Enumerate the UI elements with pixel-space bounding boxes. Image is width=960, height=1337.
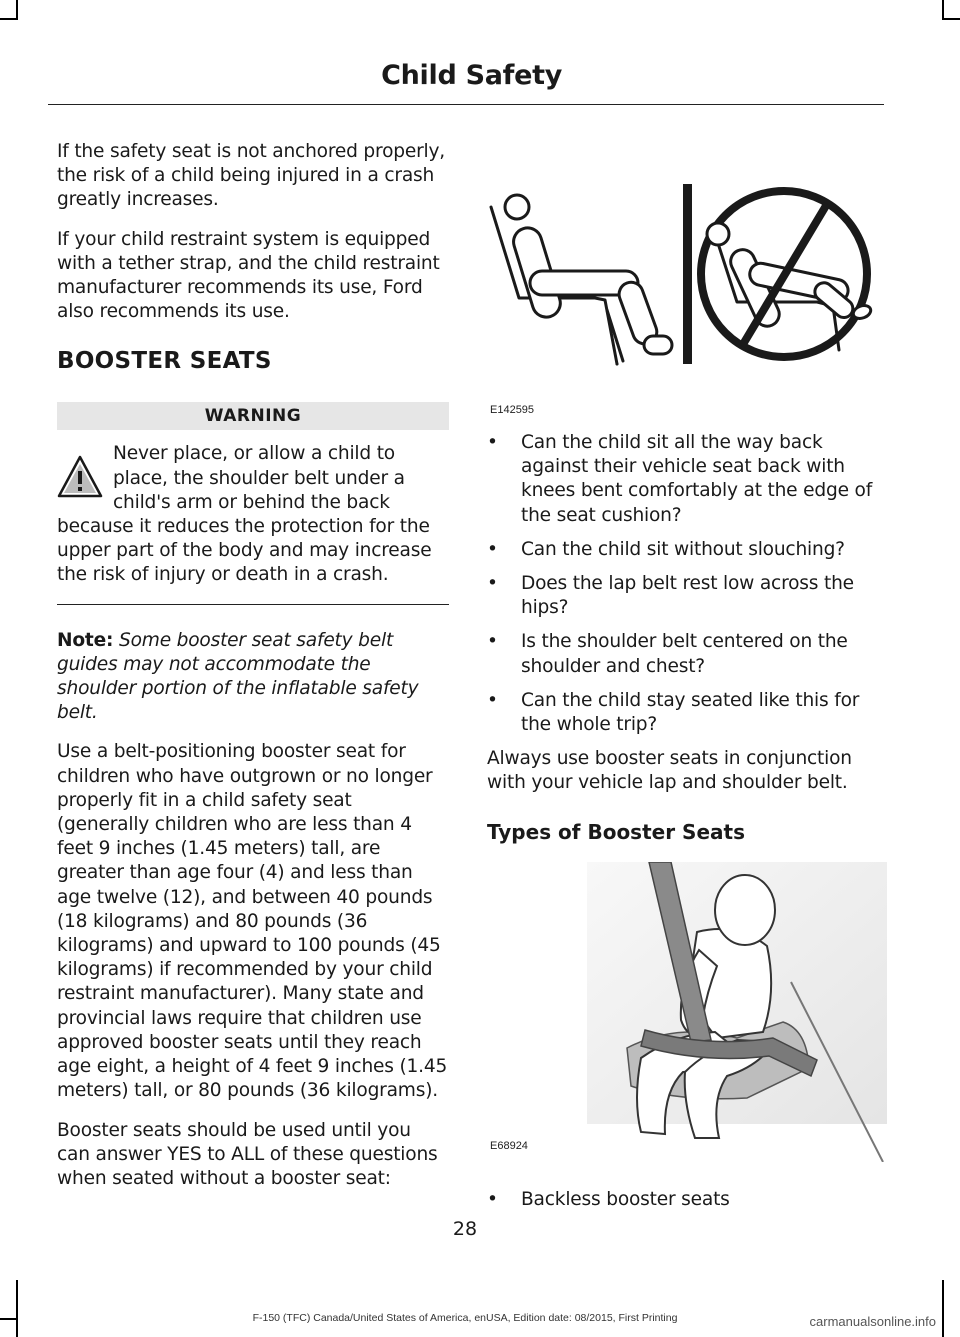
question-text: Is the shoulder belt centered on the shoulder and chest? (521, 631, 848, 677)
bullet-glyph: • (487, 573, 498, 595)
crop-mark (0, 18, 18, 20)
section-heading: BOOSTER SEATS (57, 348, 272, 375)
list-item (487, 1188, 883, 1212)
crop-mark (942, 0, 944, 20)
list-item (487, 630, 883, 678)
subheading: Types of Booster Seats (487, 819, 745, 844)
list-item (487, 538, 883, 562)
left-column (57, 140, 449, 1206)
crop-mark (16, 0, 18, 20)
page-number: 28 (452, 1218, 478, 1240)
seat-posture-figure (487, 140, 883, 422)
booster-type-text: Backless booster seats (521, 1188, 730, 1210)
bullet-glyph: • (487, 538, 498, 560)
question-list (487, 431, 883, 737)
warning-text: Never place, or allow a child to place, the shoulder belt under a child's arm or behind the back because it reduces the protection for the upper part of the body and may increase the risk of injury or death in a crash. (57, 443, 432, 586)
page-title: Child Safety (381, 60, 562, 91)
warning-box (57, 402, 449, 604)
right-column (487, 140, 883, 1222)
list-item (487, 572, 883, 620)
backless-booster-illustration (587, 862, 887, 1162)
paragraph: If the safety seat is not anchored properly, the risk of a child being injured in a crash greatly increases. (57, 141, 446, 211)
bullet-glyph: • (487, 631, 498, 653)
crop-mark (16, 1280, 18, 1337)
note (57, 629, 449, 726)
booster-seat-figure (487, 844, 883, 1174)
question-text: Can the child sit all the way back against their vehicle seat back with knees bent comfortably at the edge of the seat cushion? (521, 432, 873, 526)
edition-footer: F-150 (TFC) Canada/United States of America, enUSA, Edition date: 08/2015, First Printing (252, 1312, 678, 1324)
crop-mark (942, 1280, 944, 1337)
warning-triangle-icon (57, 454, 103, 500)
figure-code: E68924 (490, 1139, 528, 1152)
figure-code: E142595 (490, 404, 535, 416)
warning-divider (57, 604, 449, 605)
list-item (487, 431, 883, 528)
list-item (487, 689, 883, 737)
note-text: Some booster seat safety belt guides may not accommodate the shoulder portion of the inflatable safety belt. (57, 629, 419, 724)
question-text: Can the child stay seated like this for the whole trip? (521, 689, 860, 736)
question-text: Can the child sit without slouching? (521, 538, 845, 560)
bullet-glyph: • (487, 432, 498, 453)
paragraph: If your child restraint system is equipped with a tether strap, and the child restraint manufacturer recommends its use, Ford also recommends its use. (57, 228, 440, 323)
question-text: Does the lap belt rest low across the hips? (521, 573, 854, 619)
paragraph: Booster seats should be used until you can answer YES to ALL of these questions when seated without a booster seat: (57, 1119, 438, 1189)
bullet-glyph: • (487, 689, 498, 711)
note-label: Note: (57, 629, 114, 651)
warning-body (57, 442, 449, 587)
header-divider (48, 104, 884, 105)
paragraph: Use a belt-positioning booster seat for children who have outgrown or no longer properly fit in a child safety seat (generally children who are less than 4 feet 9 inches (1.45 meters) tall, are greater than age four (4) and less than age twelve (12), and between 40 pounds (18 kilograms) and 80 pounds (36 kilograms) and upward to 100 pounds (45 kilograms) if recommended by your child restraint manufacturer). Many state and provincial laws require that children use approved booster seats until they reach age eight, a height of 4 feet 9 inches (1.45 meters) tall, or 80 pounds (36 kilograms). (57, 741, 448, 1102)
seat-posture-illustration (487, 174, 883, 414)
warning-label: WARNING (57, 402, 449, 430)
watermark: carmanualsonline.info (809, 1314, 936, 1329)
paragraph: Always use booster seats in conjunction with your vehicle lap and shoulder belt. (487, 748, 852, 794)
crop-mark (942, 18, 960, 20)
bullet-glyph: • (487, 1188, 498, 1210)
booster-type-list (487, 1188, 883, 1212)
